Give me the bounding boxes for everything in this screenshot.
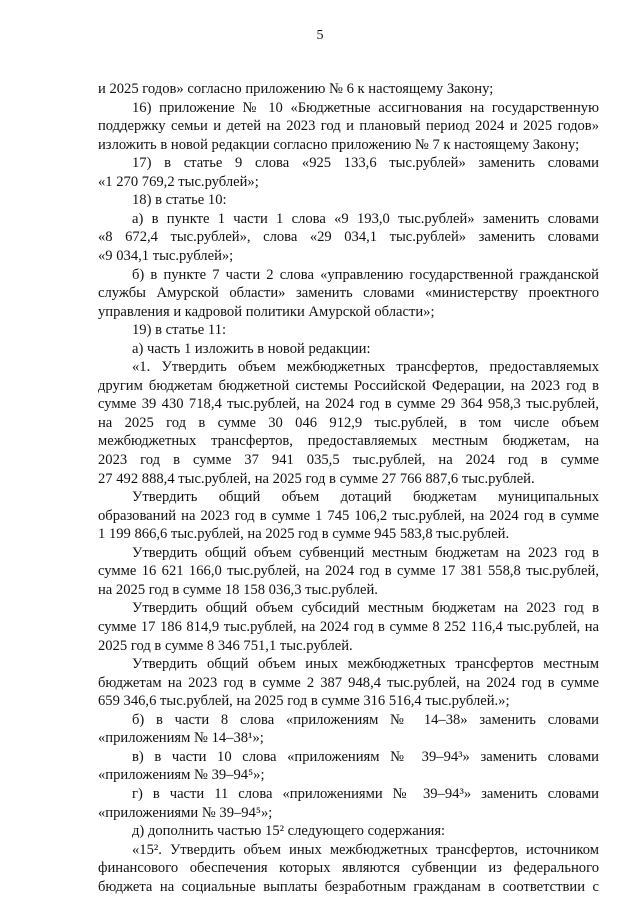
- text-line: поддержку семьи и детей на 2023 год и плановый период 2024 и 2025 годов»: [98, 118, 599, 135]
- text-line: 1 199 866,6 тыс.рублей, на 2025 год в сумме 945 583,8 тыс.рублей.: [98, 526, 510, 543]
- text-line: 17) в статье 9 слова «925 133,6 тыс.рублей» заменить словами: [132, 155, 599, 172]
- text-line: на 2025 год в сумме 18 158 036,3 тыс.рублей.: [98, 581, 378, 598]
- text-line: 659 346,6 тыс.рублей, на 2025 год в сумме 316 516,4 тыс.рублей.»;: [98, 693, 510, 710]
- text-line: д) дополнить частью 15² следующего содержания:: [132, 823, 446, 839]
- text-line: «приложениям № 39–94⁵»;: [98, 767, 265, 784]
- text-line: бюджета на социальные выплаты безработным гражданам в соответствии с: [98, 878, 599, 895]
- text-line: 2025 год в сумме 8 346 751,1 тыс.рублей.: [98, 637, 353, 654]
- text-line: управления и кадровой политики Амурской области»;: [98, 303, 435, 320]
- text-line: Утвердить общий объем субвенций местным бюджетам на 2023 год в: [132, 544, 599, 561]
- text-line: бюджетам на 2023 год в сумме 2 387 948,4 тыс.рублей, на 2024 год в сумме: [98, 674, 599, 691]
- text-line: «9 034,1 тыс.рублей»;: [98, 248, 234, 264]
- text-line: б) в пункте 7 части 2 слова «управлению государственной гражданской: [132, 266, 599, 283]
- text-line: сумме 39 430 718,4 тыс.рублей, на 2024 год в сумме 29 364 958,3 тыс.рублей,: [98, 396, 599, 413]
- text-line: в) в части 10 слова «приложениям № 39–94³» заменить словами: [132, 748, 599, 765]
- text-line: 2023 год в сумме 37 941 035,5 тыс.рублей, на 2024 год в сумме: [98, 452, 599, 468]
- text-line: «15². Утвердить объем иных межбюджетных трансфертов, источником: [132, 841, 599, 858]
- text-line: на 2025 год в сумме 30 046 912,9 тыс.рублей, в том числе объем: [98, 414, 599, 431]
- text-line: финансового обеспечения которых являются субвенции из федерального: [98, 860, 599, 877]
- text-line: «приложениям № 14–38¹»;: [98, 730, 264, 747]
- text-line: Утвердить общий объем субсидий местным бюджетам на 2023 год в: [132, 600, 599, 617]
- text-line: а) в пункте 1 части 1 слова «9 193,0 тыс.рублей» заменить словами: [132, 210, 599, 227]
- text-line: Утвердить общий объем иных межбюджетных трансфертов местным: [132, 656, 599, 673]
- text-line: сумме 17 186 814,9 тыс.рублей, на 2024 год в сумме 8 252 116,4 тыс.рублей, на: [98, 619, 599, 635]
- text-line: службы Амурской области» заменить словами «министерству проектного: [98, 285, 599, 302]
- text-line: Утвердить общий объем дотаций бюджетам муниципальных: [132, 489, 599, 506]
- text-line: образований на 2023 год в сумме 1 745 106,2 тыс.рублей, на 2024 год в сумме: [98, 507, 599, 524]
- page-number: 5: [316, 28, 324, 43]
- text-line: изложить в новой редакции согласно приложению № 7 к настоящему Закону;: [98, 136, 580, 153]
- text-line: сумме 16 621 166,0 тыс.рублей, на 2024 год в сумме 17 381 558,8 тыс.рублей,: [98, 563, 599, 580]
- text-line: «1. Утвердить объем межбюджетных трансфертов, предоставляемых: [132, 359, 599, 376]
- text-line: 27 492 888,4 тыс.рублей, на 2025 год в сумме 27 766 887,6 тыс.рублей.: [98, 470, 535, 487]
- text-line: 18) в статье 10:: [132, 192, 227, 209]
- text-line: «8 672,4 тыс.рублей», слова «29 034,1 тыс.рублей» заменить словами: [98, 229, 599, 246]
- text-line: г) в части 11 слова «приложениями № 39–94³» заменить словами: [132, 785, 599, 802]
- text-line: а) часть 1 изложить в новой редакции:: [132, 340, 371, 357]
- text-line: межбюджетных трансфертов, предоставляемых местным бюджетам, на: [98, 433, 599, 450]
- text-line: другим бюджетам бюджетной системы Российской Федерации, на 2023 год в: [98, 377, 599, 394]
- text-line: и 2025 годов» согласно приложению № 6 к настоящему Закону;: [98, 81, 494, 97]
- text-line: б) в части 8 слова «приложениям № 14–38» заменить словами: [132, 711, 599, 728]
- text-line: 16) приложение № 10 «Бюджетные ассигнования на государственную: [132, 99, 599, 116]
- text-line: «1 270 769,2 тыс.рублей»;: [98, 173, 259, 190]
- text-line: «приложениями № 39–94⁵»;: [98, 804, 273, 821]
- text-line: 19) в статье 11:: [132, 322, 227, 339]
